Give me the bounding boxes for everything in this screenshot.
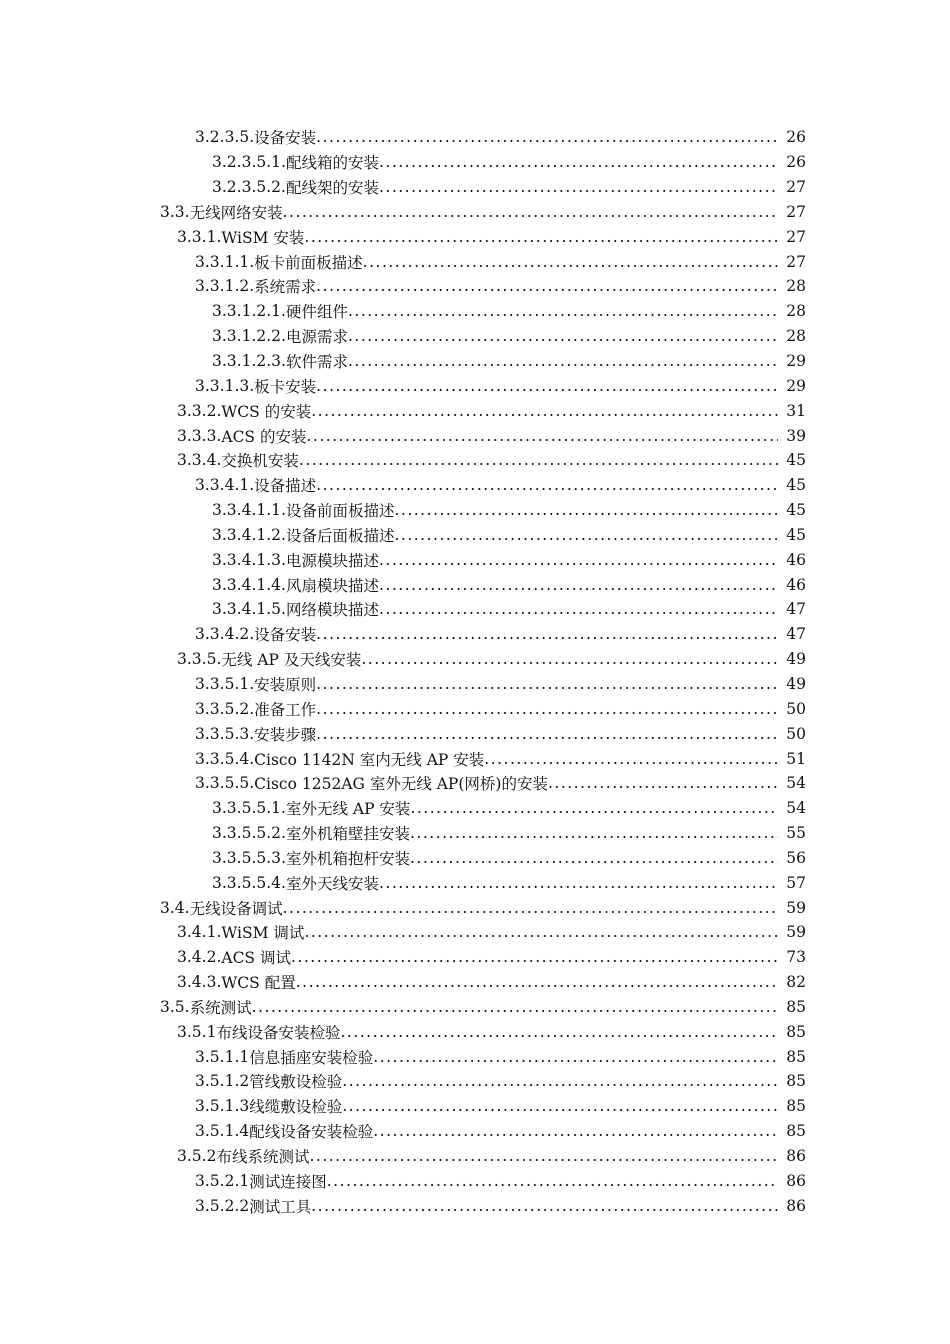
toc-entry[interactable] [0,1168,950,1193]
toc-entry-page-number: 46 [786,550,806,569]
toc-entry-page-number: 86 [786,1147,806,1166]
toc-entry-page-number: 85 [786,1097,806,1116]
toc-entry-title: 管线敷设检验 [249,1073,343,1092]
toc-entry-page-number: 55 [786,824,806,843]
toc-entry-title: 无线设备调试 [189,899,283,918]
toc-entry[interactable] [0,448,950,473]
toc-dot-leader [327,1172,778,1190]
toc-entry-title: 电源需求 [285,328,348,347]
toc-entry[interactable] [0,200,950,225]
toc-entry[interactable] [0,1193,950,1218]
toc-entry-title: WCS 的安装 [221,402,312,421]
toc-entry[interactable] [0,845,950,870]
toc-dot-leader [316,377,778,395]
toc-entry-page-number: 59 [786,898,806,917]
toc-entry-title: 配线设备安装检验 [249,1123,374,1142]
toc-entry-page-number: 85 [786,997,806,1016]
toc-dot-leader [309,1147,778,1165]
toc-entry-page-number: 27 [786,178,806,197]
toc-dot-leader [548,774,778,792]
toc-entry[interactable] [0,1044,950,1069]
toc-entry[interactable] [0,672,950,697]
toc-dot-leader [316,476,778,494]
toc-entry-page-number: 86 [786,1196,806,1215]
toc-entry-title: 安装步骤 [254,725,317,744]
toc-entry-page-number: 27 [786,202,806,221]
toc-dot-leader [304,228,778,246]
toc-entry[interactable] [0,274,950,299]
toc-entry-number: 3.5.2.1 [195,1171,250,1190]
toc-entry[interactable] [0,821,950,846]
toc-entry-page-number: 50 [786,724,806,743]
toc-entry-page-number: 45 [786,476,806,495]
toc-entry-number: 3.3.4.2. [195,625,255,644]
toc-dot-leader [316,277,778,295]
toc-entry-number: 3.3.1.3. [195,376,255,395]
toc-entry-number: 3.4.3. [177,973,222,992]
toc-entry-title: Cisco 1252AG 室外无线 AP(网桥)的安装 [254,775,548,794]
toc-entry-page-number: 82 [786,973,806,992]
toc-entry-number: 3.3.5.1. [195,674,255,693]
toc-entry-number: 3.3.5.4. [195,749,255,768]
toc-entry[interactable] [0,1069,950,1094]
toc-dot-leader [291,948,778,966]
toc-entry-number: 3.3.1.1. [195,252,255,271]
toc-entry-page-number: 28 [786,302,806,321]
toc-dot-leader [394,501,778,519]
toc-entry-title: 风扇模块描述 [285,576,379,595]
toc-entry-title: 设备前面板描述 [285,502,395,521]
toc-dot-leader [340,1023,778,1041]
toc-entry-page-number: 47 [786,625,806,644]
toc-entry[interactable] [0,721,950,746]
toc-dot-leader [342,1072,778,1090]
toc-entry[interactable] [0,771,950,796]
toc-entry[interactable] [0,970,950,995]
toc-entry[interactable] [0,746,950,771]
toc-entry[interactable] [0,995,950,1020]
toc-entry-number: 3.2.3.5.1. [212,153,286,172]
toc-entry-number: 3.3.4.1.1. [212,501,286,520]
toc-entry-title: 室外天线安装 [285,874,379,893]
toc-entry[interactable] [0,696,950,721]
toc-entry-page-number: 51 [786,749,806,768]
toc-entry[interactable] [0,597,950,622]
toc-entry-page-number: 59 [786,923,806,942]
toc-entry[interactable] [0,373,950,398]
toc-entry-number: 3.3. [160,202,190,221]
toc-entry-title: 测试工具 [249,1197,312,1216]
toc-entry[interactable] [0,1019,950,1044]
toc-entry[interactable] [0,622,950,647]
toc-dot-leader [296,973,778,991]
toc-entry-title: 配线架的安装 [285,179,379,198]
toc-entry[interactable] [0,224,950,249]
toc-entry[interactable] [0,249,950,274]
toc-entry-number: 3.3.4.1.4. [212,575,286,594]
toc-dot-leader [299,451,778,469]
toc-entry-page-number: 47 [786,600,806,619]
toc-entry[interactable] [0,125,950,150]
toc-entry-page-number: 45 [786,525,806,544]
toc-dot-leader [311,402,778,420]
toc-entry-number: 3.3.5.5.1. [212,799,286,818]
toc-entry[interactable] [0,299,950,324]
toc-dot-leader [316,700,778,718]
toc-entry-title: ACS 调试 [221,949,291,968]
toc-entry-page-number: 29 [786,376,806,395]
toc-entry-number: 3.3.1. [177,227,222,246]
toc-entry-title: 线缆敷设检验 [249,1098,343,1117]
toc-entry[interactable] [0,175,950,200]
toc-entry-page-number: 56 [786,848,806,867]
toc-entry[interactable] [0,796,950,821]
toc-entry[interactable] [0,349,950,374]
toc-entry[interactable] [0,920,950,945]
toc-entry-page-number: 85 [786,1122,806,1141]
toc-entry-number: 3.3.3. [177,426,222,445]
toc-dot-leader [316,725,778,743]
toc-entry-number: 3.3.5.5.4. [212,873,286,892]
toc-entry-title: 无线 AP 及天线安装 [221,651,362,670]
toc-dot-leader [410,799,778,817]
toc-entry-title: 网络模块描述 [285,601,379,620]
toc-entry-title: 软件需求 [285,353,348,372]
toc-entry-number: 3.3.5.2. [195,699,255,718]
toc-entry-number: 3.5.1.1 [195,1047,250,1066]
toc-entry[interactable] [0,423,950,448]
toc-entry-number: 3.4.2. [177,948,222,967]
toc-entry-title: 交换机安装 [221,452,299,471]
toc-entry[interactable] [0,324,950,349]
toc-entry-page-number: 28 [786,277,806,296]
toc-entry-number: 3.5.1.2 [195,1072,250,1091]
toc-entry-number: 3.3.4.1.3. [212,550,286,569]
toc-dot-leader [363,253,778,271]
toc-entry[interactable] [0,1094,950,1119]
toc-entry-number: 3.2.3.5.2. [212,178,286,197]
toc-entry-page-number: 31 [786,401,806,420]
toc-dot-leader [410,849,778,867]
toc-entry-number: 3.3.1.2.1. [212,302,286,321]
toc-entry-page-number: 45 [786,501,806,520]
toc-entry[interactable] [0,895,950,920]
toc-dot-leader [316,128,778,146]
toc-dot-leader [394,526,778,544]
toc-dot-leader [311,1197,778,1215]
toc-entry-title: 布线系统测试 [216,1148,310,1167]
toc-entry-page-number: 28 [786,327,806,346]
toc-dot-leader [283,203,778,221]
toc-entry-title: 安装原则 [254,675,317,694]
toc-dot-leader [379,178,778,196]
toc-dot-leader [348,302,778,320]
toc-entry-title: 布线设备安装检验 [216,1023,341,1042]
toc-entry-number: 3.5.1.3 [195,1097,250,1116]
toc-dot-leader [304,923,778,941]
toc-entry-number: 3.4.1. [177,923,222,942]
toc-entry-page-number: 29 [786,352,806,371]
toc-entry-title: 板卡前面板描述 [254,253,363,272]
toc-entry[interactable] [0,498,950,523]
toc-dot-leader [379,600,778,618]
toc-dot-leader [252,998,778,1016]
toc-entry-number: 3.4. [160,898,190,917]
toc-entry-title: 配线箱的安装 [285,154,379,173]
toc-entry-number: 3.3.1.2.3. [212,352,286,371]
toc-entry-page-number: 85 [786,1047,806,1066]
toc-dot-leader [379,153,778,171]
toc-entry-page-number: 86 [786,1171,806,1190]
toc-entry-page-number: 85 [786,1072,806,1091]
toc-entry-number: 3.3.4.1. [195,476,255,495]
toc-entry-page-number: 27 [786,227,806,246]
toc-entry-title: 电源模块描述 [285,551,379,570]
toc-entry-number: 3.5.1.4 [195,1122,250,1141]
toc-entry-page-number: 54 [786,774,806,793]
toc-entry-page-number: 49 [786,650,806,669]
toc-entry-title: 硬件组件 [285,303,348,322]
toc-entry-number: 3.3.5.5. [195,774,255,793]
toc-entry[interactable] [0,870,950,895]
toc-entry-number: 3.3.4. [177,451,222,470]
toc-entry-title: 室外无线 AP 安装 [285,800,411,819]
toc-entry-title: 设备安装 [254,626,317,645]
toc-entry-number: 3.5. [160,997,190,1016]
toc-entry-number: 3.3.5.5.2. [212,824,286,843]
table-of-contents [0,125,950,1218]
toc-entry-number: 3.3.5.3. [195,724,255,743]
toc-entry[interactable] [0,150,950,175]
toc-dot-leader [379,551,778,569]
toc-dot-leader [348,327,778,345]
toc-dot-leader [484,750,778,768]
toc-entry-number: 3.3.4.1.5. [212,600,286,619]
toc-entry-number: 3.3.4.1.2. [212,525,286,544]
toc-entry-title: 室外机箱壁挂安装 [285,825,410,844]
toc-entry[interactable] [0,1119,950,1144]
toc-entry-page-number: 85 [786,1022,806,1041]
toc-dot-leader [410,824,778,842]
toc-entry-number: 3.3.5. [177,650,222,669]
toc-dot-leader [342,1097,778,1115]
toc-entry-title: WCS 配置 [221,974,296,993]
toc-dot-leader [373,1122,778,1140]
toc-entry-title: 系统测试 [189,998,252,1017]
toc-entry-page-number: 45 [786,451,806,470]
toc-dot-leader [348,352,778,370]
toc-entry-title: 系统需求 [254,278,317,297]
toc-entry-title: 无线网络安装 [189,203,283,222]
toc-entry[interactable] [0,523,950,548]
toc-entry-title: WiSM 安装 [221,228,305,247]
toc-entry-page-number: 46 [786,575,806,594]
toc-dot-leader [373,1048,778,1066]
toc-entry-page-number: 27 [786,252,806,271]
toc-entry-page-number: 73 [786,948,806,967]
toc-dot-leader [379,576,778,594]
toc-dot-leader [306,427,778,445]
toc-entry[interactable] [0,945,950,970]
toc-dot-leader [361,650,778,668]
toc-entry-page-number: 54 [786,799,806,818]
toc-entry-page-number: 26 [786,153,806,172]
toc-entry-number: 3.5.2.2 [195,1196,250,1215]
toc-entry-page-number: 57 [786,873,806,892]
toc-entry-number: 3.5.1 [177,1022,217,1041]
toc-entry-title: ACS 的安装 [221,427,307,446]
toc-entry[interactable] [0,473,950,498]
toc-entry[interactable] [0,547,950,572]
toc-dot-leader [283,899,778,917]
toc-entry-title: 准备工作 [254,700,317,719]
toc-dot-leader [379,874,778,892]
toc-entry-page-number: 49 [786,674,806,693]
toc-entry-number: 3.3.2. [177,401,222,420]
toc-entry-number: 3.3.5.5.3. [212,848,286,867]
toc-entry-page-number: 39 [786,426,806,445]
toc-entry[interactable] [0,398,950,423]
toc-entry-title: Cisco 1142N 室内无线 AP 安装 [254,750,485,769]
toc-entry-title: 室外机箱抱杆安装 [285,849,410,868]
toc-entry-number: 3.2.3.5. [195,128,255,147]
toc-dot-leader [316,675,778,693]
toc-entry-title: WiSM 调试 [221,924,305,943]
toc-entry[interactable] [0,1144,950,1169]
toc-entry-title: 设备后面板描述 [285,526,395,545]
toc-entry-title: 设备安装 [254,129,317,148]
toc-entry-title: 板卡安装 [254,377,317,396]
toc-entry-title: 设备描述 [254,477,317,496]
toc-entry[interactable] [0,647,950,672]
toc-entry-page-number: 26 [786,128,806,147]
toc-entry[interactable] [0,572,950,597]
toc-entry-title: 测试连接图 [249,1172,327,1191]
toc-entry-number: 3.5.2 [177,1147,217,1166]
toc-entry-number: 3.3.1.2.2. [212,327,286,346]
toc-dot-leader [316,625,778,643]
toc-entry-page-number: 50 [786,699,806,718]
toc-entry-number: 3.3.1.2. [195,277,255,296]
toc-entry-title: 信息插座安装检验 [249,1048,374,1067]
